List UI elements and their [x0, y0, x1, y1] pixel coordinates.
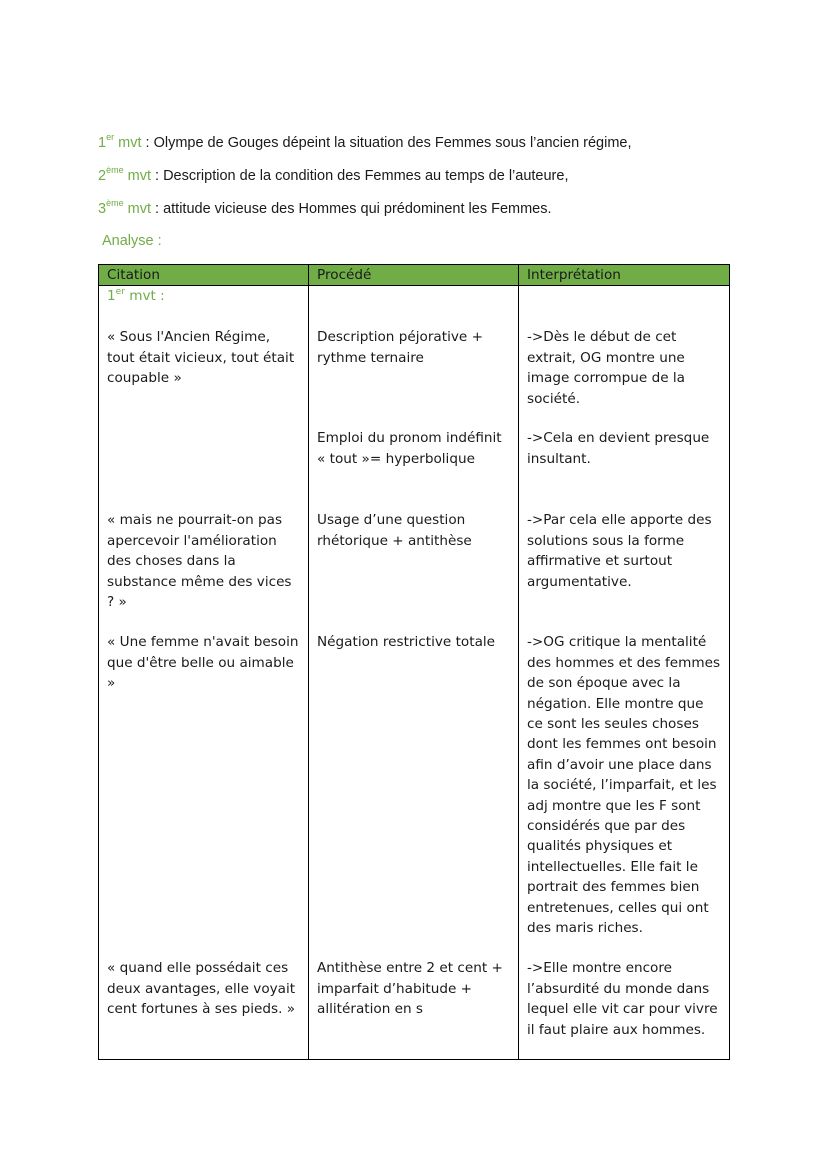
procede-cell: Négation restrictive totale — [309, 632, 519, 958]
procede-cell: Emploi du pronom indéfinit « tout »= hyperbolique — [309, 428, 519, 510]
procede-cell: Description péjorative + rythme ternaire — [309, 327, 519, 428]
procede-cell: Usage d’une question rhétorique + antithèse — [309, 510, 519, 632]
header-interpretation: Interprétation — [519, 265, 730, 286]
table-row — [99, 632, 730, 958]
table-row — [99, 428, 730, 510]
table-row — [99, 327, 730, 428]
mvt-label-3: 3ème mvt — [98, 198, 151, 217]
mvt-label-1: 1er mvt — [98, 132, 142, 151]
analysis-table — [98, 264, 730, 1060]
table-cell — [519, 286, 730, 328]
intro-line-1 — [98, 134, 632, 152]
table-header-row — [99, 265, 730, 286]
table-row — [99, 958, 730, 1060]
intro-text-1: : Olympe de Gouges dépeint la situation des Femmes sous l’ancien régime, — [141, 135, 632, 151]
interpretation-cell: ->OG critique la mentalité des hommes et des femmes de son époque avec la négation. Elle montre que ce sont les seules choses dont les femmes ont besoin afin d’avoir une place dans la société, l’imparfait, et les adj montre que les F sont considérés que par des qualités physiques et intellectuelles. Elle fait le portrait des femmes bien entretenues, celles qui ont des maris riches. — [519, 632, 730, 958]
section-label-cell — [99, 286, 309, 328]
citation-cell: « Sous l'Ancien Régime, tout était vicieux, tout était coupable » — [99, 327, 309, 428]
analyse-heading: Analyse : — [102, 233, 162, 249]
table-row — [99, 510, 730, 632]
procede-cell: Antithèse entre 2 et cent + imparfait d’habitude + allitération en s — [309, 958, 519, 1060]
mvt-label-2: 2ème mvt — [98, 165, 151, 184]
citation-cell: « Une femme n'avait besoin que d'être belle ou aimable » — [99, 632, 309, 958]
intro-text-2: : Description de la condition des Femmes au temps de l’auteure, — [150, 168, 569, 184]
table-cell — [309, 286, 519, 328]
citation-cell: « quand elle possédait ces deux avantages, elle voyait cent fortunes à ses pieds. » — [99, 958, 309, 1060]
interpretation-cell: ->Par cela elle apporte des solutions sous la forme affirmative et surtout argumentative. — [519, 510, 730, 632]
section-label: 1er mvt : — [107, 286, 165, 305]
interpretation-cell: ->Dès le début de cet extrait, OG montre une image corrompue de la société. — [519, 327, 730, 428]
header-citation: Citation — [99, 265, 309, 286]
intro-line-2 — [98, 167, 568, 185]
interpretation-cell: ->Cela en devient presque insultant. — [519, 428, 730, 510]
intro-line-3 — [98, 200, 552, 218]
citation-cell: « mais ne pourrait-on pas apercevoir l'amélioration des choses dans la substance même des vices ? » — [99, 510, 309, 632]
intro-text-3: : attitude vicieuse des Hommes qui prédominent les Femmes. — [150, 201, 552, 217]
table-row — [99, 286, 730, 328]
header-procede: Procédé — [309, 265, 519, 286]
interpretation-cell: ->Elle montre encore l’absurdité du monde dans lequel elle vit car pour vivre il faut plaire aux hommes. — [519, 958, 730, 1060]
citation-cell — [99, 428, 309, 510]
